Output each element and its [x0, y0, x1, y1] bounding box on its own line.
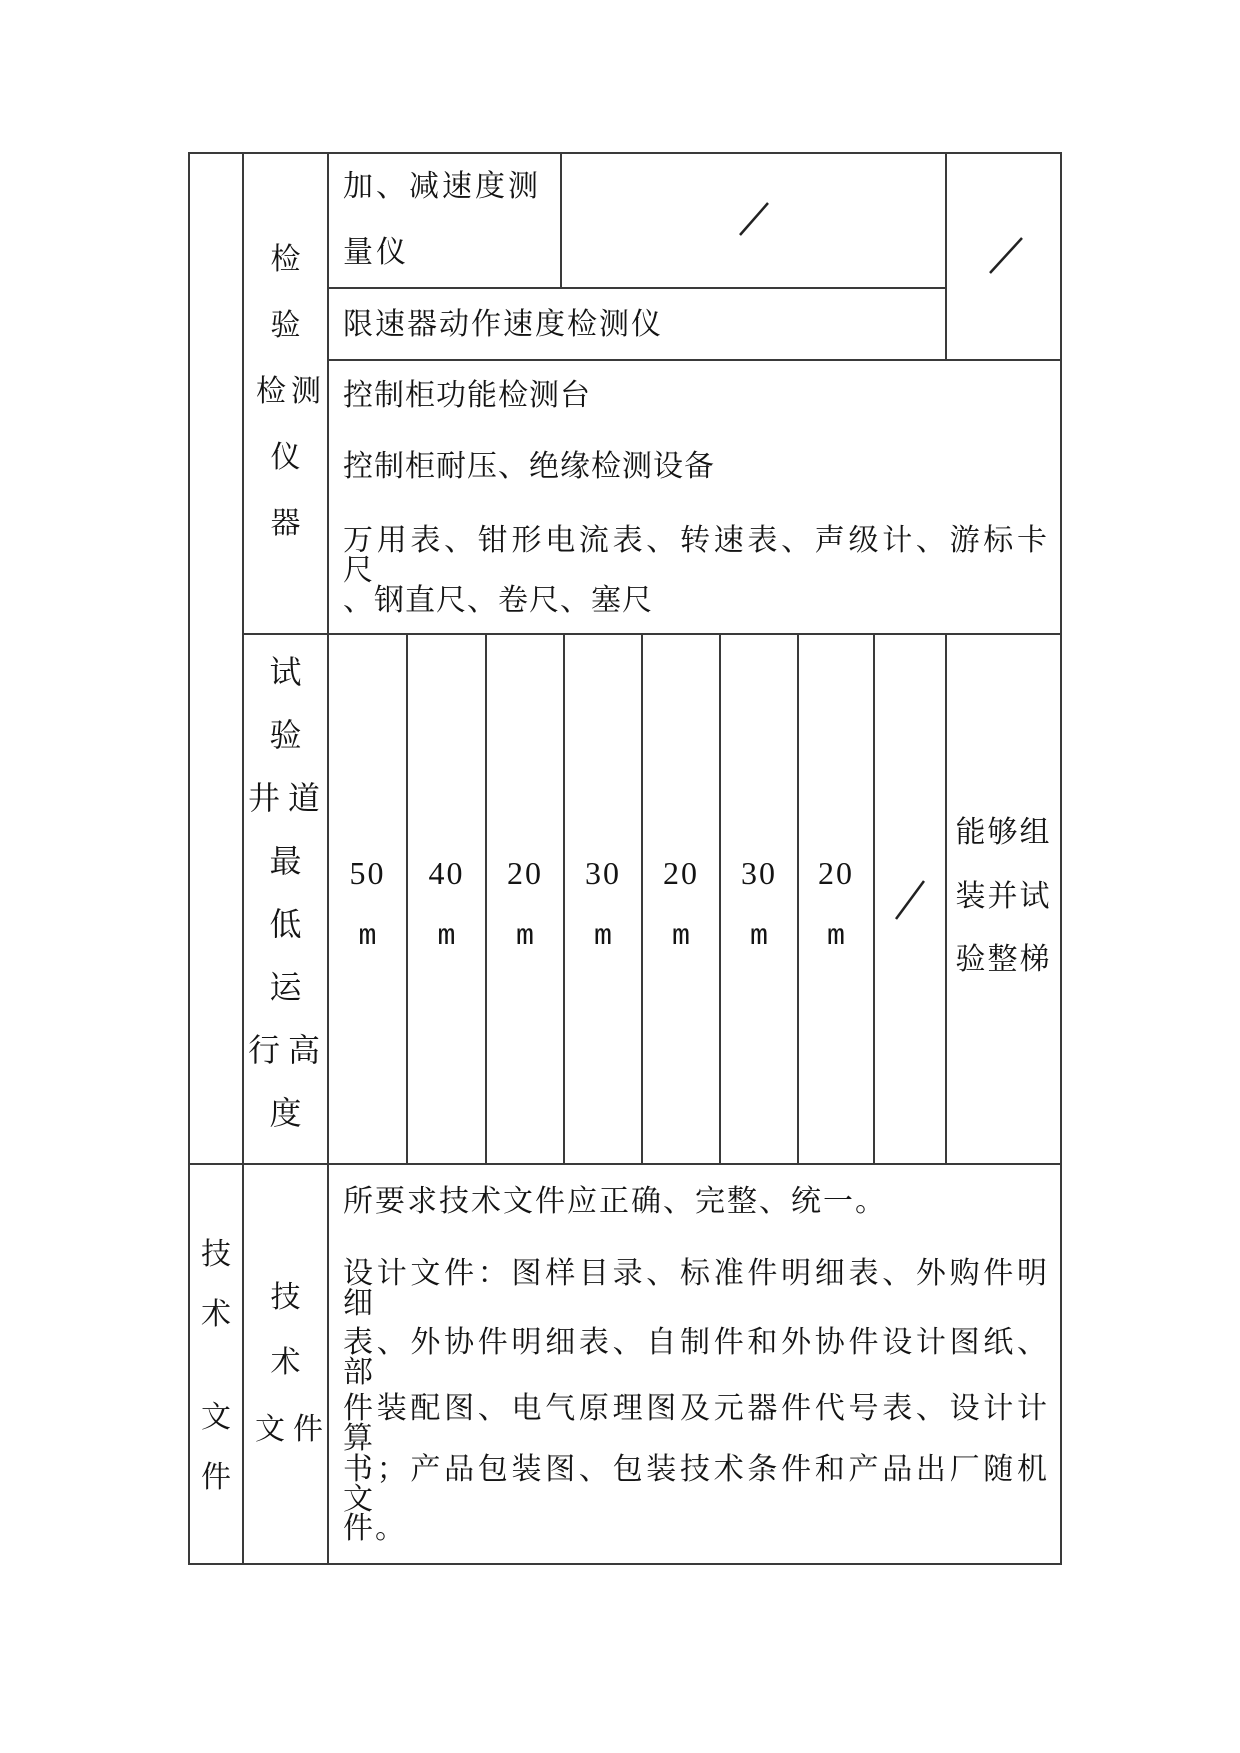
shaft-row-header: 运 [269, 969, 302, 1005]
slash-icon [986, 233, 1026, 278]
shaft-height-value: 30 [741, 855, 777, 891]
governor-tester-cell: 限速器动作速度检测仪 [343, 308, 663, 341]
grid-line [327, 287, 947, 289]
grid-line [188, 152, 190, 1565]
tech-docs-content-line: 件。 [343, 1512, 407, 1545]
slash-icon [736, 198, 772, 240]
grid-line [188, 1163, 1062, 1165]
capability-note-line: 验整梯 [955, 943, 1052, 976]
tech-docs-content-line: 设计文件：图样目录、标准件明细表、外购件明细 [343, 1257, 1050, 1320]
grid-line [327, 359, 1062, 361]
shaft-height-unit: m [358, 920, 377, 954]
inspection-row-header: 检测 [256, 375, 326, 408]
capability-note-line: 能够组 [955, 816, 1052, 849]
shaft-height-value: 20 [663, 855, 699, 891]
grid-line [560, 152, 562, 289]
grid-line [945, 152, 947, 361]
tech-docs-outer-header: 术 [201, 1298, 231, 1331]
tech-docs-content-line: 件装配图、电气原理图及元器件代号表、设计计算 [343, 1392, 1050, 1455]
grid-line [563, 633, 565, 1165]
inspection-row-header: 器 [270, 507, 301, 540]
grid-line [641, 633, 643, 1165]
tech-docs-row-header: 文件 [255, 1413, 331, 1446]
grid-line [873, 633, 875, 1165]
grid-line [188, 1563, 1062, 1565]
tech-docs-row-header: 技 [270, 1281, 301, 1314]
shaft-row-header: 试 [269, 654, 302, 690]
shaft-row-header: 验 [269, 717, 302, 753]
grid-line [406, 633, 408, 1165]
instrument-line: 、钢直尺、卷尺、塞尺 [343, 584, 653, 617]
shaft-row-header: 最 [269, 843, 302, 879]
shaft-height-value: 30 [585, 855, 621, 891]
accel-meter-cell-line2: 量仪 [343, 236, 409, 269]
grid-line [242, 633, 1062, 635]
shaft-height-unit: m [826, 920, 845, 954]
tech-docs-content-line: 书；产品包装图、包装技术条件和产品出厂随机文 [343, 1453, 1050, 1516]
accel-meter-cell-line1: 加、减速度测 [343, 170, 541, 203]
tech-docs-content-line: 所要求技术文件应正确、完整、统一。 [343, 1185, 887, 1218]
instrument-line: 控制柜功能检测台 [343, 379, 591, 412]
tech-docs-outer-header: 文 [201, 1401, 231, 1434]
shaft-row-header: 度 [269, 1095, 302, 1131]
shaft-height-unit: m [671, 920, 690, 954]
inspection-row-header: 仪 [270, 441, 301, 474]
tech-docs-outer-header: 技 [201, 1238, 231, 1271]
shaft-height-unit: m [749, 920, 768, 954]
capability-note-line: 装并试 [955, 880, 1052, 913]
shaft-height-unit: m [593, 920, 612, 954]
shaft-height-value: 40 [428, 855, 465, 891]
grid-line [188, 152, 1062, 154]
shaft-height-unit: m [515, 920, 534, 954]
grid-line [1060, 152, 1062, 1565]
grid-line [719, 633, 721, 1165]
grid-line [485, 633, 487, 1165]
tech-docs-outer-header: 件 [201, 1461, 231, 1494]
shaft-height-value: 50 [349, 855, 386, 891]
slash-icon [892, 876, 928, 924]
instrument-line: 控制柜耐压、绝缘检测设备 [343, 450, 715, 483]
shaft-row-header: 井道 [248, 780, 329, 816]
shaft-height-value: 20 [818, 855, 854, 891]
shaft-height-value: 20 [507, 855, 543, 891]
shaft-row-header: 低 [269, 906, 302, 942]
tech-docs-row-header: 术 [270, 1346, 301, 1379]
inspection-row-header: 检 [270, 243, 301, 276]
shaft-row-header: 行高 [248, 1032, 329, 1068]
instrument-line: 万用表、钳形电流表、转速表、声级计、游标卡尺 [343, 524, 1050, 587]
tech-docs-content-line: 表、外协件明细表、自制件和外协件设计图纸、部 [343, 1326, 1050, 1389]
shaft-height-unit: m [437, 920, 456, 954]
inspection-row-header: 验 [270, 309, 301, 342]
grid-line [797, 633, 799, 1165]
